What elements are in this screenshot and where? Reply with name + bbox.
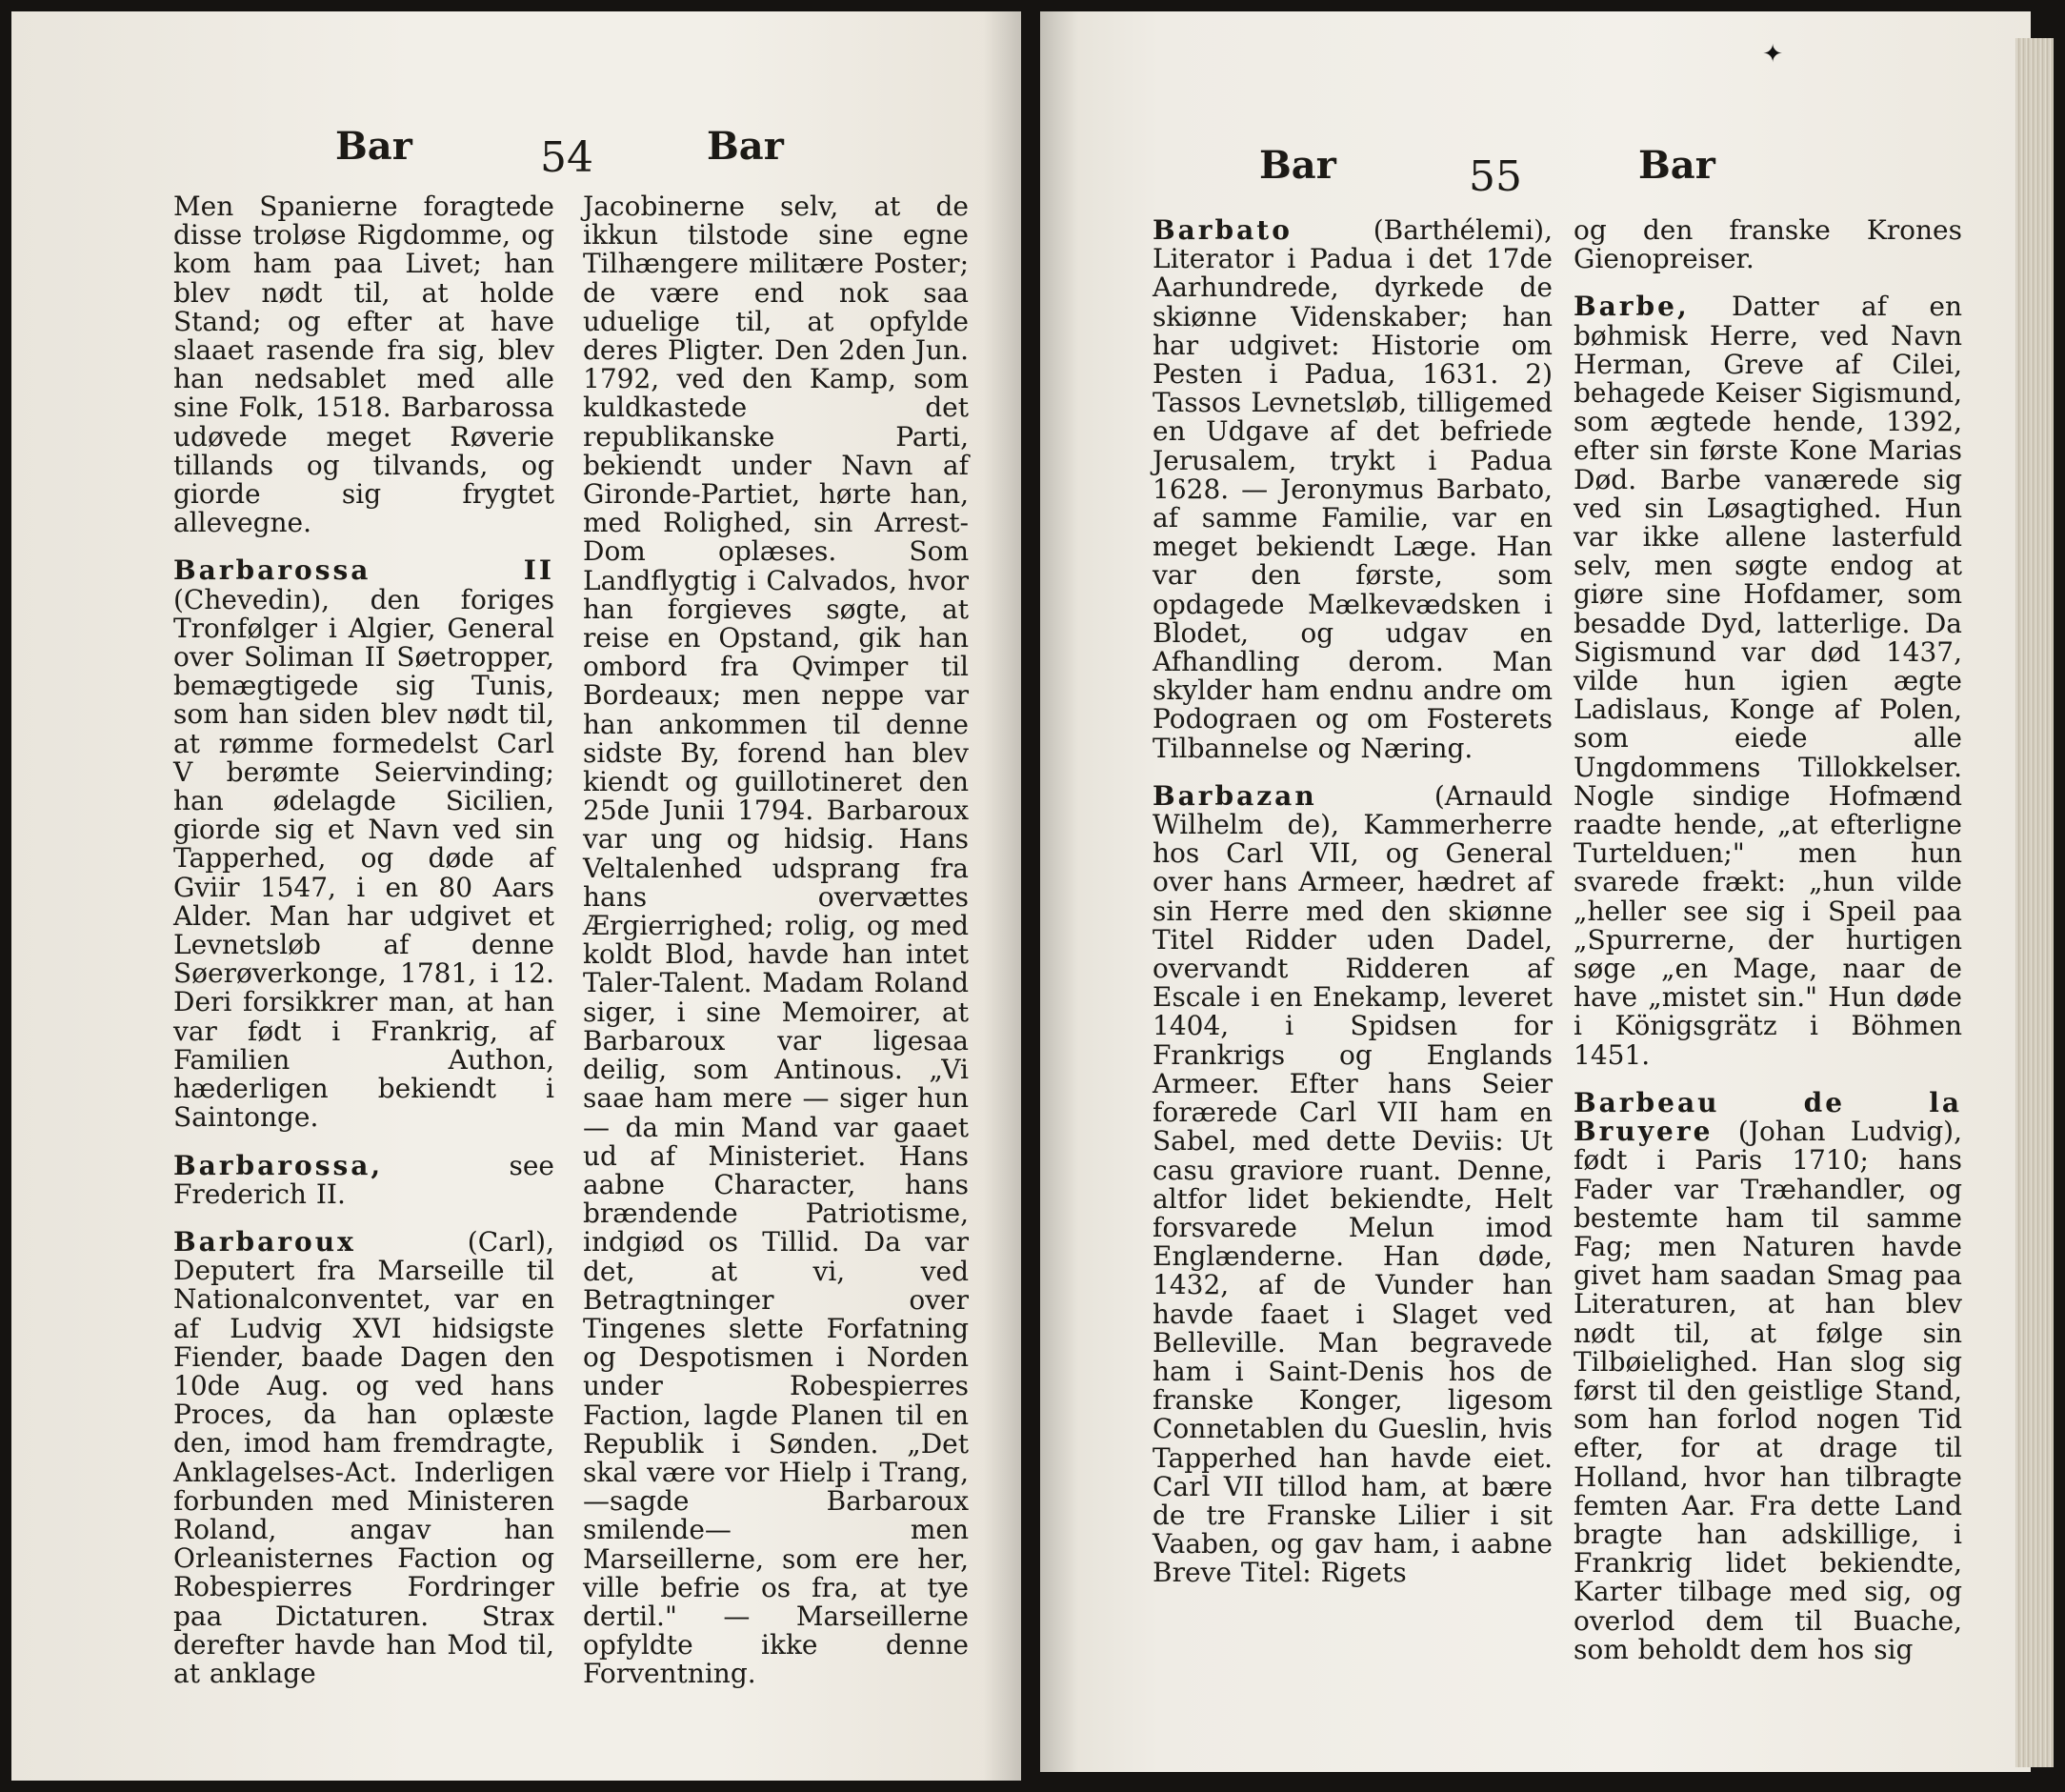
- dictionary-entry: [173, 556, 554, 1132]
- text-column: [1153, 216, 1553, 1607]
- page-number: 54: [540, 133, 593, 182]
- left-page: [11, 11, 1021, 1781]
- entry-headword: Barbazan: [1153, 779, 1317, 812]
- entry-headword: Barbe,: [1574, 291, 1690, 323]
- dictionary-entry: [1574, 1086, 1962, 1665]
- entry-text: (Carl), Deputert fra Marseille til Nationalconventet, var en af Ludvig XVI hidsigste Fiender, baade Dagen den 10de Aug. og ved hans Proces, da han oplæste den, imod ham fremdragte, Anklagelses-Act. Inderligen forbunden med Ministeren Roland, angav han Orleanisternes Faction og Robespierres Fordringer paa Dictaturen. Strax derefter havde han Mod til, at anklage: [173, 1225, 554, 1689]
- right-page: [1040, 11, 2031, 1772]
- entry-headword: Barbaroux: [173, 1225, 356, 1258]
- running-head-left: Bar: [1259, 143, 1336, 188]
- page-number: 55: [1469, 152, 1522, 201]
- continued-text: og den franske Krones Gienopreiser.: [1574, 214, 1962, 275]
- dictionary-entry: [173, 1225, 554, 1689]
- text-column: [173, 192, 554, 1707]
- entry-headword: Barbarossa II: [173, 554, 554, 587]
- dictionary-entry: [173, 1149, 554, 1210]
- entry-headword: Barbeau de la Bruyere: [1574, 1086, 1962, 1148]
- running-head-left: Bar: [335, 124, 412, 169]
- running-head-right: Bar: [1638, 143, 1715, 188]
- entry-text: (Johan Ludvig), født i Paris 1710; hans Fader var Træhandler, og bestemte ham til samme Fag; men Naturen havde givet ham saadan Smag paa Literaturen, at han blev nødt til, at følge sin Tilbøielighed. Han slog sig først til den geistlige Stand, som han forlod nogen Tid efter, for at drage til Holland, hvor han tilbragte femten Aar. Fra dette Land bragte han adskillige, i Frankrig lidet bekiendte, Karter tilbage med sig, og overlod dem til Buache, som beholdt dem hos sig: [1574, 1116, 1962, 1665]
- page-edges: [2015, 38, 2054, 1767]
- gutter-shadow: [1040, 11, 1078, 1772]
- continued-text: Jacobinerne selv, at de ikkun tilstode sine egne Tilhængere militære Poster; de være end nok saa uduelige til, at opfylde deres Pligter. Den 2den Jun. 1792, ved den Kamp, som kuldkastede det republikanske Parti, bekiendt under Navn af Gironde-Partiet, hørte han, med Rolighed, sin Arrest-Dom oplæses. Som Landflygtig i Calvados, hvor han forgieves søgte, at reise en Opstand, gik han ombord fra Qvimper til Bordeaux; men neppe var han ankommen til denne sidste By, forend han blev kiendt og guillotineret den 25de Junii 1794. Barbaroux var ung og hidsig. Hans Veltalenhed udsprang fra hans overvættes Ærgierrighed; rolig, og med koldt Blod, havde han intet Taler-Talent. Madam Roland siger, i sine Memoirer, at Barbaroux var ligesaa deilig, som Antinous. „Vi saae ham mere — siger hun — da min Mand var gaaet ud af Ministeriet. Hans aabne Character, hans brændende Patriotisme, indgiød os Tillid. Da var det, at vi, ved Betragtninger over Tingenes slette Forfatning og Despotismen i Norden under Robespierres Faction, lagde Planen til en Republik i Sønden. „Det skal være vor Hielp i Trang, —sagde Barbaroux smilende— men Marseillerne, som ere her, ville befrie os fra, at tye dertil." — Marseillerne opfyldte ikke denne Forventning.: [583, 191, 969, 1690]
- entry-headword: Barbato: [1153, 214, 1293, 246]
- running-head-right: Bar: [707, 124, 784, 169]
- dictionary-entry: [1574, 292, 1962, 1069]
- entry-text: Datter af en bøhmisk Herre, ved Navn Herman, Greve af Cilei, behagede Keiser Sigismund, som ægtede hende, 1392, efter sin første Kone Marias Død. Barbe vanærede sig ved sin Løsagtighed. Hun var ikke allene lasterfuld selv, men søgte endog at giøre sine Hofdamer, som besadde Dyd, latterlige. Da Sigismund var død 1437, vilde hun igien ægte Ladislaus, Konge af Polen, som eiede alle Ungdommens Tillokkelser. Nogle sindige Hofmænd raadte hende, „at efterligne Turtelduen;" men hun svarede frækt: „hun vilde „heller see sig i Speil paa „Spurrerne, der hurtigen søge „en Mage, naar de have „mistet sin." Hun døde i Königsgrätz i Böhmen 1451.: [1574, 291, 1962, 1071]
- ink-mark: ✦: [1762, 40, 1783, 69]
- gutter-shadow: [983, 11, 1021, 1781]
- text-column: [583, 192, 969, 1708]
- entry-text: (Barthélemi), Literator i Padua i det 17de Aarhundrede, dyrkede de skiønne Videnskaber; han har udgivet: Historie om Pesten i Padua, 1631. 2) Tassos Levnetsløb, tilligemed en Udgave af det befriede Jerusalem, trykt i Padua 1628. — Jeronymus Barbato, af samme Familie, var en meget bekiendt Læge. Han var den første, som opdagede Mælkevædsken i Blodet, og udgav en Afhandling derom. Man skylder ham endnu andre om Podograen og om Fosterets Tilbannelse og Næring.: [1153, 214, 1553, 764]
- entry-text: (Arnauld Wilhelm de), Kammerherre hos Carl VII, og General over hans Armeer, hædret af sin Herre med den skiønne Titel Ridder uden Dadel, overvandt Ridderen af Escale i en Enekamp, leveret 1404, i Spidsen for Frankrigs og Englands Armeer. Efter hans Seier forærede Carl VII ham en Sabel, med dette Deviis: Ut casu graviore ruant. Denne, altfor lidet bekiendte, Helt forsvarede Melun imod Englænderne. Han døde, 1432, af de Vunder han havde faaet i Slaget ved Belleville. Man begravede ham i Saint-Denis hos de franske Konger, ligesom Connetablen du Gueslin, hvis Tapperhed han havde eiet. Carl VII tillod ham, at bære de tre Franske Lilier i sit Vaaben, og gav ham, i aabne Breve Titel: Rigets: [1153, 779, 1553, 1589]
- entry-text: see Frederich II.: [173, 1149, 554, 1210]
- dictionary-entry: [1153, 216, 1553, 763]
- continued-text: Men Spanierne foragtede disse troløse Rigdomme, og kom ham paa Livet; han blev nødt til, at holde Stand; og efter at have slaaet rasende fra sig, blev han nedsablet med alle sine Folk, 1518. Barbarossa udøvede meget Røverie tillands og tilvands, og giorde sig frygtet allevegne.: [173, 191, 554, 539]
- entry-headword: Barbarossa,: [173, 1149, 384, 1181]
- entry-text: (Chevedin), den foriges Tronfølger i Algier, General over Soliman II Søetropper, bemægtigede sig Tunis, som han siden blev nødt til, at rømme formedelst Carl V berømte Seiervinding; han ødelagde Sicilien, giorde sig et Navn ved sin Tapperhed, og døde af Gviir 1547, i en 80 Aars Alder. Man har udgivet et Levnetsløb af denne Søerøverkonge, 1781, i 12. Deri forsikkrer man, at han var født i Frankrig, af Familien Authon, hæderligen bekiendt i Saintonge.: [173, 583, 554, 1134]
- text-column: [1574, 216, 1962, 1683]
- dictionary-entry: [1153, 779, 1553, 1589]
